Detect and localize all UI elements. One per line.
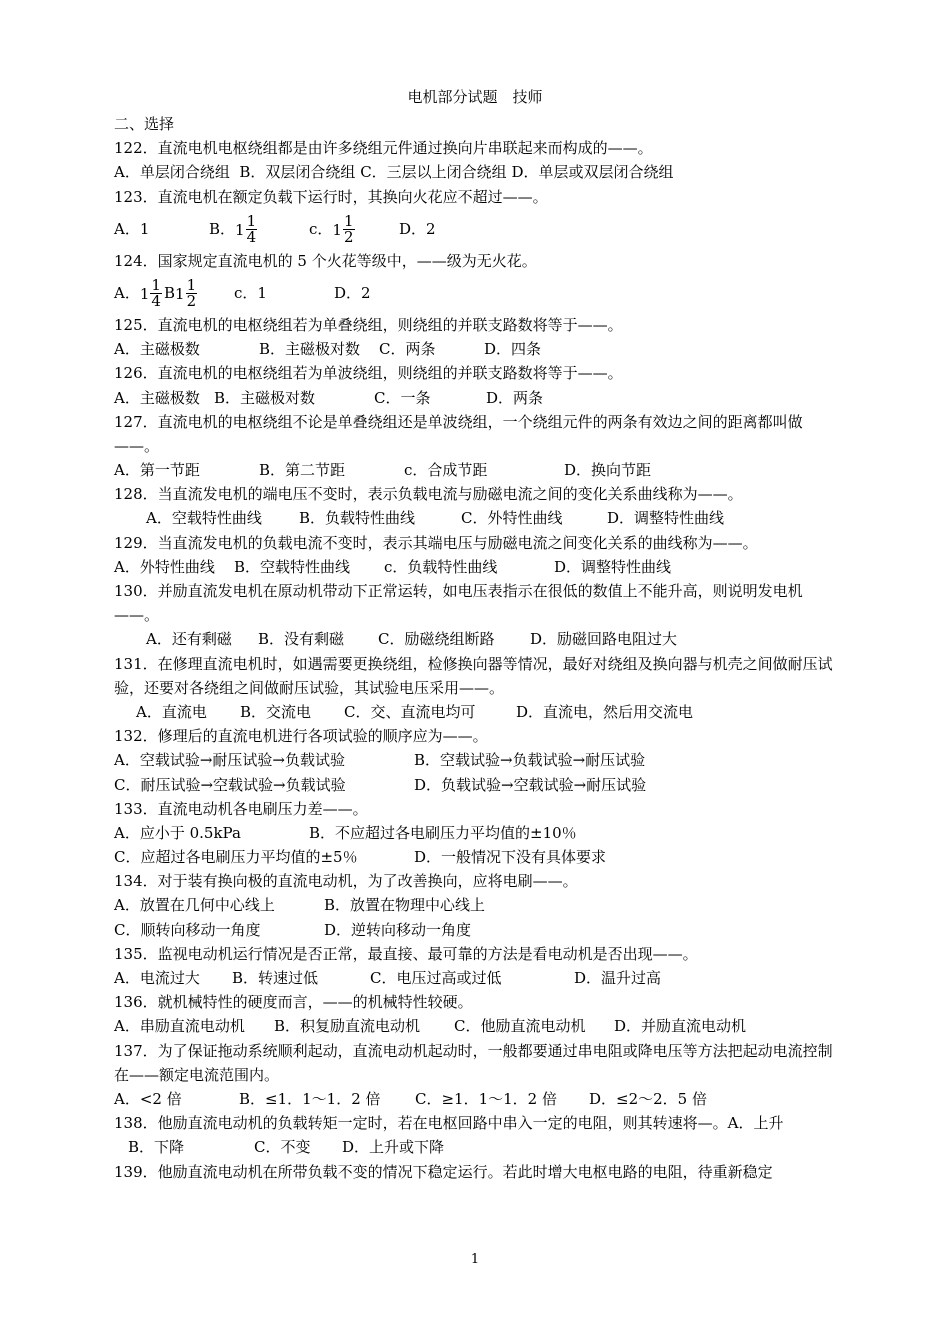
fraction: 1 $\frac{1}{4}$ (235, 212, 257, 247)
option-a: A．第一节距 (114, 461, 200, 480)
option-a: A．单层闭合绕组 (114, 163, 230, 182)
option-a: A．1 (114, 219, 150, 238)
option-b: B． 1 $\frac{1}{4}$ (209, 209, 309, 250)
question-136: 136．就机械特性的硬度而言，——的机械特性较硬。 (114, 993, 473, 1012)
question-127: 127．直流电机的电枢绕组不论是单叠绕组还是单波绕组，一个绕组元件的两条有效边之间的距离都叫做——。 (114, 412, 803, 455)
options-134-row2 (114, 918, 840, 942)
option-a: A．外特性曲线 (114, 557, 215, 576)
option-c: C．电压过高或过低 (370, 969, 502, 988)
option-c: c．负载特性曲线 (384, 557, 498, 576)
option-c: C．外特性曲线 (461, 509, 563, 528)
option-c: C．顺转向移动一角度 (114, 920, 261, 939)
option-b: B．主磁极对数 (259, 340, 361, 359)
question-132: 132．修理后的直流电机进行各项试验的顺序应为——。 (114, 727, 488, 746)
option-d: D．2 (334, 283, 371, 302)
option-b: B．双层闭合绕组 (239, 163, 356, 182)
option-d: D．换向节距 (564, 461, 652, 480)
option-c: C．交、直流电均可 (344, 702, 476, 721)
options-133-row2 (114, 845, 840, 869)
option-c: C．耐压试验→空载试验→负载试验 (114, 775, 346, 794)
option-b: B．空载试验→负载试验→耐压试验 (414, 751, 646, 770)
option-c: c．合成节距 (404, 461, 488, 480)
options-127 (114, 458, 840, 482)
question-138-text: 138．他励直流电动机的负载转矩一定时，若在电枢回路中串入一定的电阻，则其转速将—。A．上升 (114, 1114, 784, 1133)
option-a: A．还有剩磁 (146, 630, 232, 649)
options-126 (114, 386, 840, 410)
option-b: B．积复励直流电动机 (274, 1017, 421, 1036)
option-b: B．负载特性曲线 (299, 509, 416, 528)
question-128: 128．当直流发电机的端电压不变时，表示负载电流与励磁电流之间的变化关系曲线称为——。 (114, 485, 743, 504)
option-d: D．调整特性曲线 (554, 557, 672, 576)
fraction: 1 $\frac{1}{4}$ (139, 276, 161, 311)
options-136 (114, 1014, 840, 1038)
fraction: 1 $\frac{1}{2}$ (175, 276, 197, 311)
option-b: B．空载特性曲线 (234, 557, 351, 576)
option-d: D．励磁回路电阻过大 (530, 630, 678, 649)
question-133: 133．直流电动机各电刷压力差——。 (114, 799, 368, 818)
option-a: A．空载特性曲线 (146, 509, 262, 528)
option-b: B．第二节距 (259, 461, 346, 480)
question-137: 137．为了保证拖动系统顺利起动，直流电动机起动时，一般都要通过串电阻或降电压等方法把起动电流控制在——额定电流范围内。 (114, 1041, 833, 1084)
options-124 (114, 273, 840, 313)
option-a: A．直流电 (136, 702, 207, 721)
question-131: 131．在修理直流电机时，如遇需要更换绕组，检修换向器等情况，最好对绕组及换向器与机壳之间做耐压试验，还要对各绕组之间做耐压试验，其试验电压采用——。 (114, 654, 833, 697)
option-d: D．≤2～2．5 倍 (589, 1090, 707, 1108)
option-b: B．主磁极对数 (214, 388, 316, 407)
options-135 (114, 966, 840, 990)
options-133-row1 (114, 821, 840, 845)
options-134-row1 (114, 893, 840, 917)
option-a: A．电流过大 (114, 969, 200, 988)
option-b: B．不应超过各电刷压力平均值的±10％ (309, 823, 577, 842)
options-132-row2 (114, 773, 840, 797)
question-138 (114, 1111, 840, 1159)
question-125: 125．直流电机的电枢绕组若为单叠绕组，则绕组的并联支路数将等于——。 (114, 315, 623, 334)
option-a: A．应小于 0.5kPa (114, 823, 241, 842)
option-a: A．<2 倍 (114, 1090, 182, 1108)
option-d: D．两条 (486, 388, 544, 407)
option-c: c．1 (234, 283, 267, 302)
options-130 (114, 627, 840, 651)
option-c: C．励磁绕组断路 (378, 630, 495, 649)
option-c: C．两条 (379, 340, 436, 359)
option-b: B．下降 (128, 1138, 185, 1157)
option-a: A．主磁极数 (114, 388, 200, 407)
option-d: D．单层或双层闭合绕组 (511, 163, 674, 182)
question-124: 124．国家规定直流电机的 5 个火花等级中，——级为无火花。 (114, 251, 537, 270)
section-heading: 二、选择 (114, 115, 175, 133)
fraction: 1 $\frac{1}{2}$ (332, 212, 354, 247)
option-d: D．2 (399, 219, 436, 238)
option-d: D．直流电，然后用交流电 (516, 702, 694, 721)
option-b: B．转速过低 (232, 969, 319, 988)
option-a: A．主磁极数 (114, 340, 200, 359)
question-134: 134．对于装有换向极的直流电动机，为了改善换向，应将电刷——。 (114, 872, 578, 891)
options-128 (114, 506, 840, 530)
question-126: 126．直流电机的电枢绕组若为单波绕组，则绕组的并联支路数将等于——。 (114, 364, 623, 383)
option-d: D．温升过高 (574, 969, 662, 988)
option-d: D．调整特性曲线 (607, 509, 725, 528)
option-c: C．三层以上闭合绕组 (360, 163, 507, 182)
question-list (114, 112, 840, 1184)
question-122: 122．直流电机电枢绕组都是由许多绕组元件通过换向片串联起来而构成的——。 (114, 139, 653, 158)
question-123: 123．直流电机在额定负载下运行时，其换向火花应不超过——。 (114, 187, 548, 206)
option-a: A．放置在几何中心线上 (114, 896, 275, 915)
option-c: C．不变 (254, 1138, 311, 1157)
options-123 (114, 209, 840, 249)
option-b: B．≤1．1～1．2 倍 (239, 1090, 381, 1108)
options-122 (114, 160, 840, 184)
option-a: A．串励直流电动机 (114, 1017, 245, 1036)
option-c: C．他励直流电动机 (454, 1017, 586, 1036)
option-d: D．并励直流电动机 (614, 1017, 747, 1036)
option-c: C．应超过各电刷压力平均值的±5％ (114, 848, 358, 867)
page-title: 电机部分试题 技师 (407, 88, 543, 106)
options-137 (114, 1087, 840, 1111)
option-c: C．一条 (374, 388, 431, 407)
question-129: 129．当直流发电机的负载电流不变时，表示其端电压与励磁电流之间变化关系的曲线称为——。 (114, 533, 758, 552)
options-129 (114, 555, 840, 579)
option-d: D．上升或下降 (342, 1138, 445, 1157)
option-a: A．空载试验→耐压试验→负载试验 (114, 751, 345, 770)
question-130: 130．并励直流发电机在原动机带动下正常运转，如电压表指示在很低的数值上不能升高，则说明发电机——。 (114, 582, 803, 625)
option-d: D．负载试验→空载试验→耐压试验 (414, 775, 647, 794)
option-c: c． 1 $\frac{1}{2}$ (309, 209, 399, 250)
option-c: C．≥1．1～1．2 倍 (415, 1090, 557, 1108)
page-number: 1 (470, 1252, 480, 1267)
option-d: D．一般情况下没有具体要求 (414, 848, 607, 867)
option-b: B 1 $\frac{1}{2}$ (164, 273, 234, 314)
option-b: B．没有剩磁 (258, 630, 345, 649)
question-135: 135．监视电动机运行情况是否正常，最直接、最可靠的方法是看电动机是否出现——。 (114, 944, 698, 963)
options-125 (114, 337, 840, 361)
option-b: B．交流电 (240, 702, 312, 721)
option-d: D．四条 (484, 340, 542, 359)
option-a: A． 1 $\frac{1}{4}$ (114, 273, 164, 314)
option-b: B．放置在物理中心线上 (324, 896, 486, 915)
question-139: 139．他励直流电动机在所带负载不变的情况下稳定运行。若此时增大电枢电路的电阻，待重新稳定 (114, 1162, 773, 1181)
options-131 (114, 700, 840, 724)
option-d: D．逆转向移动一角度 (324, 920, 472, 939)
options-132-row1 (114, 748, 840, 772)
